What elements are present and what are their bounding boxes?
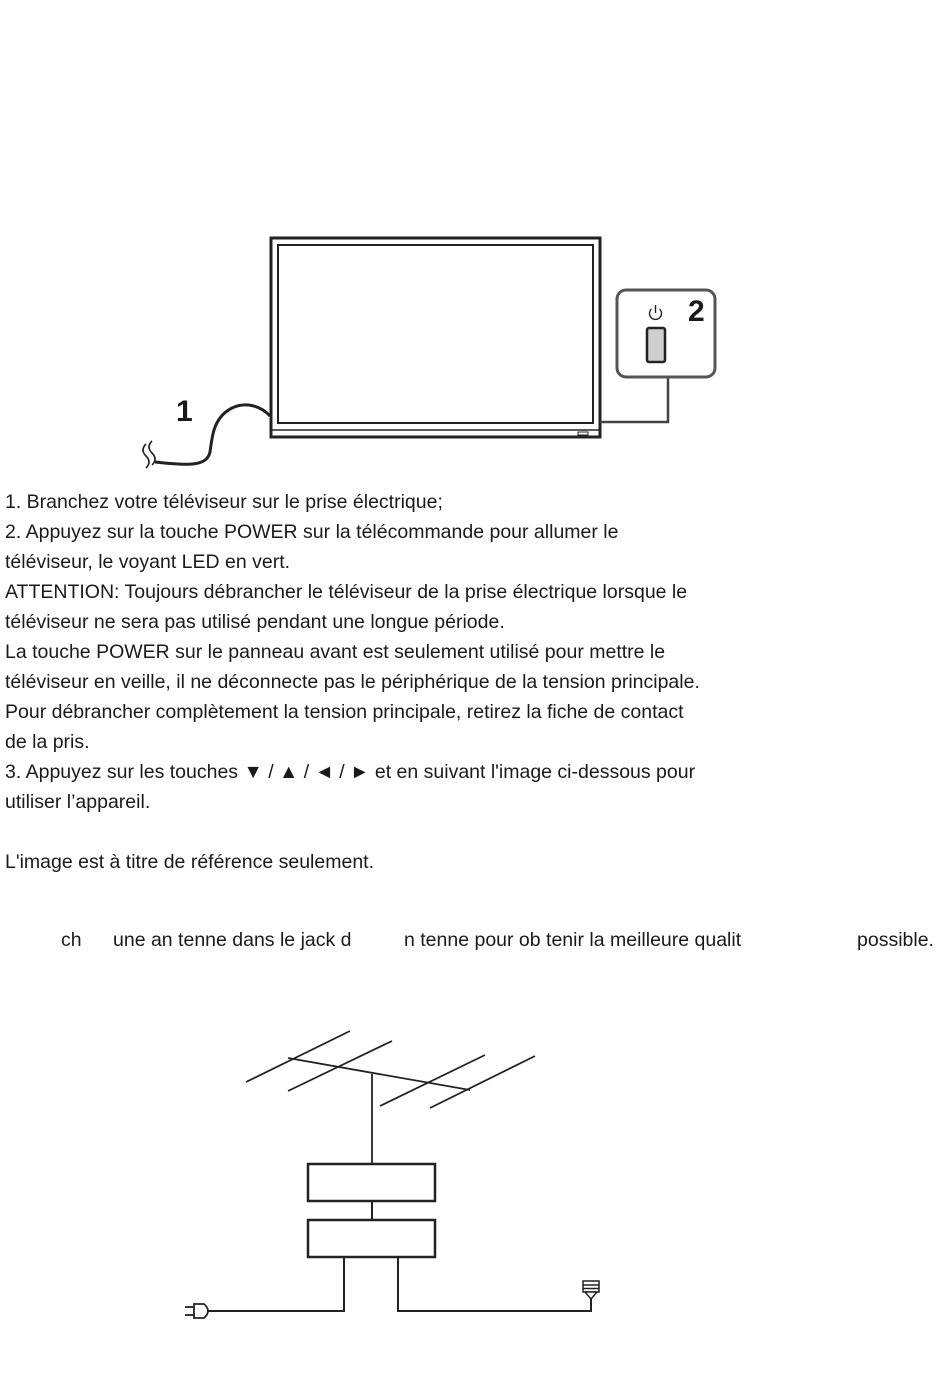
- coax-connector-icon: [583, 1281, 599, 1299]
- callout-number-2: 2: [688, 295, 705, 328]
- instructions-block: [5, 487, 935, 877]
- instruction-line: 2. Appuyez sur la touche POWER sur la télécommande pour allumer le: [5, 521, 619, 543]
- antenna-diagram: [0, 1010, 950, 1340]
- reference-note: L'image est à titre de référence seulement.: [5, 851, 375, 873]
- amplifier-box: [308, 1164, 435, 1201]
- instruction-line: 3. Appuyez sur les touches ▼ / ▲ / ◄ / ► et en suivant l'image ci-dessous pour: [5, 761, 696, 783]
- plug-icon: [185, 1304, 208, 1318]
- instruction-line: de la pris.: [5, 731, 90, 753]
- antenna-text-fragment: n tenne pour ob tenir la meilleure qualit: [404, 929, 742, 951]
- instruction-line: 1. Branchez votre téléviseur sur le prise électrique;: [5, 491, 443, 513]
- instruction-line: utiliser l’appareil.: [5, 791, 151, 813]
- antenna-elements: [246, 1031, 535, 1164]
- antenna-text-fragment: ch: [61, 929, 82, 951]
- coax-cable: [398, 1257, 591, 1311]
- instruction-line: téléviseur en veille, il ne déconnecte pas le périphérique de la tension principale.: [5, 671, 700, 693]
- tv-connection-diagram: [0, 0, 950, 480]
- callout-connector: [600, 378, 668, 422]
- power-cord: [155, 405, 270, 464]
- power-button: [647, 328, 665, 362]
- antenna-instruction: [0, 925, 950, 955]
- mains-cable: [207, 1257, 344, 1311]
- antenna-text-fragment: une an tenne dans le jack d: [113, 929, 352, 951]
- power-supply-box: [308, 1220, 435, 1257]
- callout-number-1: 1: [176, 395, 193, 428]
- instruction-line: La touche POWER sur le panneau avant est seulement utilisé pour mettre le: [5, 641, 666, 663]
- instruction-line: téléviseur ne sera pas utilisé pendant une longue période.: [5, 611, 505, 633]
- instruction-line: téléviseur, le voyant LED en vert.: [5, 551, 291, 573]
- cord-end-squiggle: [143, 441, 155, 468]
- tv-frame: [271, 238, 600, 437]
- antenna-text-fragment: possible.: [857, 929, 934, 951]
- instruction-line: ATTENTION: Toujours débrancher le téléviseur de la prise électrique lorsque le: [5, 581, 688, 603]
- instruction-line: Pour débrancher complètement la tension principale, retirez la fiche de contact: [5, 701, 684, 723]
